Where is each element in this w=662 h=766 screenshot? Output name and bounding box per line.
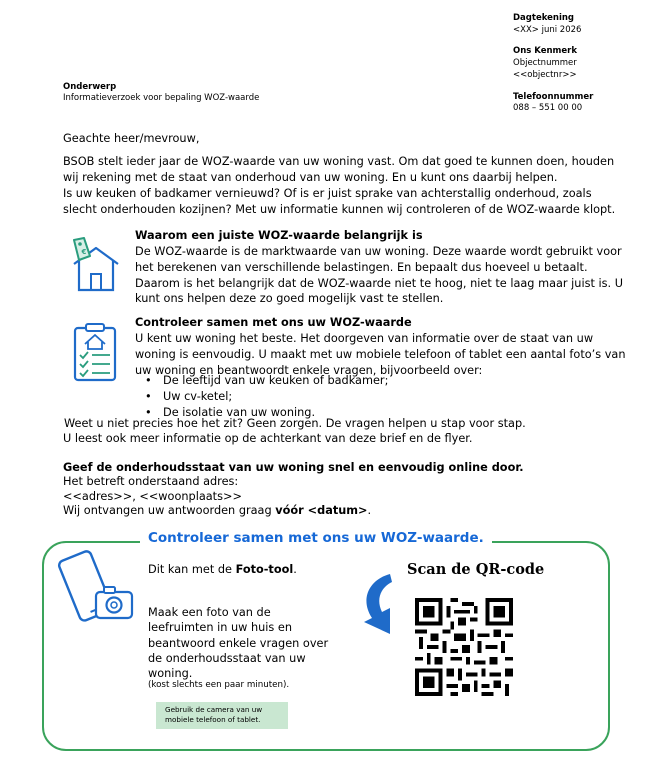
date-value: <XX> juni 2026 xyxy=(513,25,582,35)
house-tag-icon xyxy=(66,236,122,294)
date-label: Dagtekening xyxy=(513,13,574,23)
reference-label: Ons Kenmerk xyxy=(513,46,578,56)
after-bullets-line-1: Weet u niet precies hoe het zit? Geen zorgen. De vragen helpen u stap voor stap. xyxy=(64,417,526,430)
section-1-body: De WOZ-waarde is de marktwaarde van uw woning. Deze waarde wordt gebruikt voor het berekenen van verschillende belastingen. En bepaalt dus hoeveel u betaalt. Daarom is het belangrijk dat de WOZ-waarde niet te hoog, niet te laag maar juist is. U kunt ons helpen deze zo goed mogelijk vast te stellen. xyxy=(135,245,623,306)
section-2-title: Controleer samen met ons uw WOZ-waarde xyxy=(135,316,412,329)
house-checklist-icon xyxy=(72,320,118,382)
deadline-text: Wij ontvangen uw antwoorden graag xyxy=(63,504,276,517)
bullet-list xyxy=(135,373,615,420)
subject-label: Onderwerp xyxy=(63,82,117,92)
address: <<adres>>, <<woonplaats>> xyxy=(63,490,242,503)
list-item: • Uw cv-ketel; xyxy=(135,389,615,405)
deadline-line xyxy=(63,503,371,519)
salutation: Geachte heer/mevrouw, xyxy=(63,132,200,145)
reference-line-1: Objectnummer xyxy=(513,58,577,68)
section-2-body: U kent uw woning het beste. Het doorgeven van informatie over de staat van uw woning is eenvoudig. U maakt met uw mobiele telefoon of tablet een aantal foto’s van uw woning en beantwoordt enkele vragen, bijvoorbeeld over: xyxy=(135,332,626,377)
deadline-end: . xyxy=(367,504,372,517)
card-title: Controleer samen met ons uw WOZ-waarde. xyxy=(140,527,492,549)
tool-name: Foto-tool xyxy=(235,563,294,576)
list-item: • De isolatie van uw woning. xyxy=(135,405,615,421)
qr-code-icon xyxy=(415,598,513,696)
reference-line-2: <<objectnr>> xyxy=(513,70,577,80)
deadline-date: vóór <datum> xyxy=(275,504,368,517)
online-title: Geef de onderhoudsstaat van uw woning snel en eenvoudig online door. xyxy=(63,461,524,474)
phone-value: 088 – 551 00 00 xyxy=(513,103,583,113)
tool-end: . xyxy=(293,563,297,576)
qr-label: Scan de QR-code xyxy=(407,561,545,578)
card-instructions: Maak een foto van de leefruimten in uw huis en beantwoord enkele vragen over de onderhoudsstaat van uw woning. xyxy=(148,606,329,681)
address-intro: Het betreft onderstaand adres: xyxy=(63,475,239,488)
after-bullets-line-2: U leest ook meer informatie op de achterkant van deze brief en de flyer. xyxy=(63,432,473,445)
phone-camera-icon xyxy=(52,548,138,632)
intro-paragraph-2: Is uw keuken of badkamer vernieuwd? Of is er juist sprake van achterstallig onderhoud, zoals slecht onderhouden kozijnen? Met uw informatie kunnen wij controleren of de WOZ-waarde klopt. xyxy=(63,187,616,216)
list-item: • De leeftijd van uw keuken of badkamer; xyxy=(135,373,615,389)
curved-arrow-icon xyxy=(352,570,412,638)
intro-paragraph-1: BSOB stelt ieder jaar de WOZ-waarde van uw woning vast. Om dat goed te kunnen doen, houden wij rekening met de staat van onderhoud van uw woning. En u kunt ons daarbij helpen. xyxy=(63,155,615,184)
phone-label: Telefoonnummer xyxy=(513,92,594,102)
svg-text:€: € xyxy=(81,248,87,256)
camera-hint: Gebruik de camera van uw mobiele telefoon of tablet. xyxy=(156,702,288,729)
tool-text: Dit kan met de xyxy=(148,563,236,576)
tool-line xyxy=(148,562,297,578)
section-1-title: Waarom een juiste WOZ-waarde belangrijk is xyxy=(135,229,423,242)
subject-value: Informatieverzoek voor bepaling WOZ-waarde xyxy=(63,93,260,103)
card-duration: (kost slechts een paar minuten). xyxy=(148,680,290,690)
